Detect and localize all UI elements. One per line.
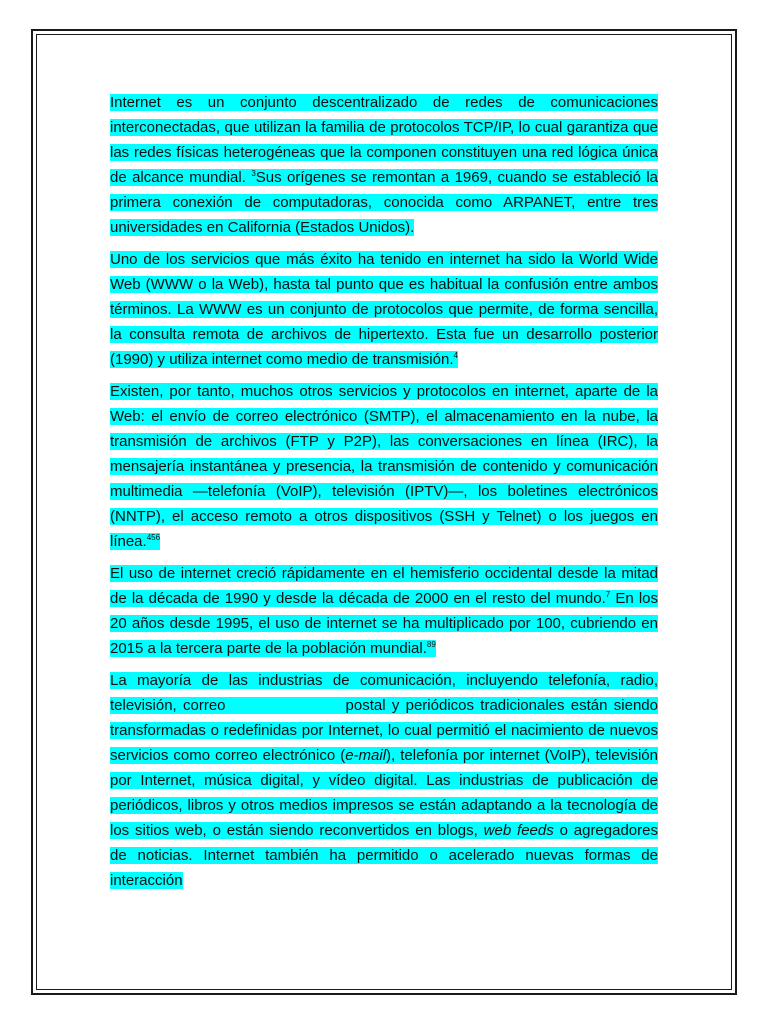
- document-body: [110, 90, 658, 900]
- text-run: o agregadores de noticias. Internet también ha permitido o acelerado nuevas formas de interacción: [110, 822, 658, 889]
- text-run: Sus orígenes se remontan a 1969, cuando se estableció la primera conexión de computadoras, conocida como ARPANET, entre tres universidades en California (Estados Unidos).: [110, 169, 659, 236]
- paragraph: [110, 379, 658, 554]
- footnote-ref: 456: [146, 533, 161, 542]
- footnote-ref: 7: [605, 590, 611, 599]
- text-run: Uno de los servicios que más éxito ha tenido en internet ha sido la World Wide Web (WWW o la Web), hasta tal punto que es habitual la confusión entre ambos términos. La WWW es un conjunto de protocolos que permite, de forma sencilla, la consulta remota de archivos de hipertexto. Esta fue un desarrollo posterior (1990) y utiliza internet como medio de transmisión.: [110, 251, 658, 368]
- text-run: La mayoría de las industrias de comunicación, incluyendo telefonía, radio, televisión, correo: [110, 672, 658, 714]
- highlighted-text: [110, 94, 658, 236]
- footnote-ref: 89: [426, 640, 436, 649]
- paragraph: [110, 247, 658, 372]
- text-run: En los 20 años desde 1995, el uso de internet se ha multiplicado por 100, cubriendo en 2015 a la tercera parte de la población mundial.: [110, 590, 658, 657]
- footnote-ref: 3: [251, 169, 256, 178]
- highlighted-text: [110, 383, 658, 550]
- text-run: postal y periódicos tradicionales están siendo transformadas o redefinidas por Internet, lo cual permitió el nacimiento de nuevos servicios como correo electrónico (: [110, 697, 658, 764]
- italic-term: web feeds: [483, 822, 554, 839]
- paragraph: [110, 668, 658, 893]
- text-run: ), telefonía por internet (VoIP), televisión por Internet, música digital, y vídeo digital. Las industrias de publicación de periódicos, libros y otros medios impresos se están adaptando a la tecnología de los sitios web, o están siendo reconvertidos en blogs,: [110, 747, 658, 839]
- text-run: El uso de internet creció rápidamente en el hemisferio occidental desde la mitad de la década de 1990 y desde la década de 2000 en el resto del mundo.: [110, 565, 658, 607]
- paragraph: [110, 561, 658, 661]
- footnote-ref: 4: [453, 351, 458, 360]
- italic-term: e-mail: [345, 747, 387, 764]
- highlighted-text: [110, 672, 658, 889]
- paragraph: [110, 90, 658, 240]
- text-run: Existen, por tanto, muchos otros servicios y protocolos en internet, aparte de la Web: el envío de correo electrónico (SMTP), el almacenamiento en la nube, la transmisión de archivos (FTP y P2P), las conversaciones en línea (IRC), la mensajería instantánea y presencia, la transmisión de contenido y comunicación multimedia —telefonía (VoIP), televisión (IPTV)—, los boletines electrónicos (NNTP), el acceso remoto a otros dispositivos (SSH y Telnet) o los juegos en línea.: [110, 383, 658, 550]
- text-run: Internet es un conjunto descentralizado de redes de comunicaciones interconectadas, que utilizan la familia de protocolos TCP/IP, lo cual garantiza que las redes físicas heterogéneas que la componen constituyen una red lógica única de alcance mundial.: [110, 94, 658, 186]
- highlighted-text: [110, 251, 658, 368]
- highlighted-text: [110, 565, 658, 657]
